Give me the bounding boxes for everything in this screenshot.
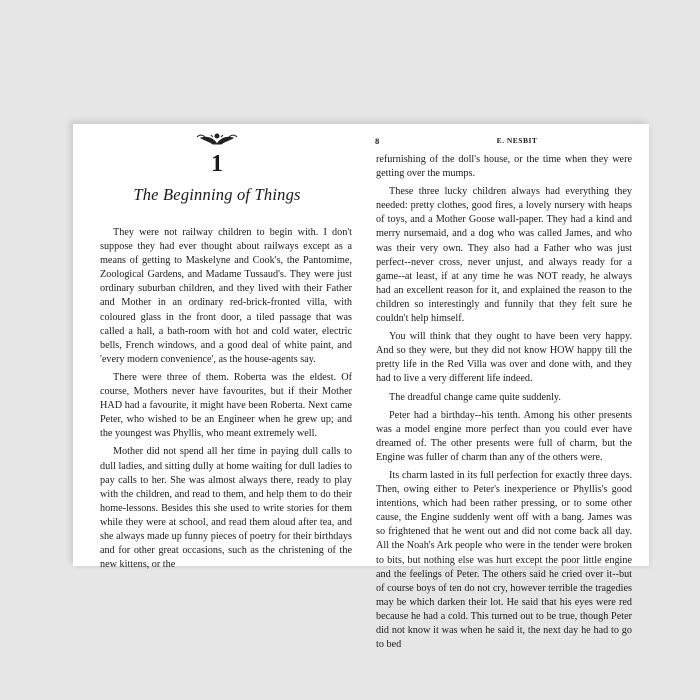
paragraph: refurnishing of the doll's house, or the time when they were getting over the mumps.: [376, 154, 632, 180]
paragraph: Its charm lasted in its full perfection for exactly three days. Then, owing either to Peter's inexperience or Phyllis's good intentions, which had been rather pressing, or to some other cause, the Engine suddenly went off with a bang. James was so frightened that he went out and did not come back all day. All the Noah's Ark people who were in the tender were broken to bits, but nothing else was hurt except the poor little engine and the feelings of Peter. The others said he cried over it--but of course boys of ten do not cry, however terrible the tragedies may be which darken their lot. He said that his eyes were red because he had a cold. This turned out to be true, though Peter did not know it was when he said it, the next day he had to go to bed: [376, 469, 632, 651]
running-head-author: E. NESBIT: [496, 136, 538, 145]
left-page: [73, 124, 361, 571]
paragraph: Peter had a birthday--his tenth. Among his other presents was a model engine more perfect than you could ever have dreamed of. The other presents were full of charm, but the Engine was fuller of charm than any of the others were.: [376, 409, 632, 463]
right-page: [361, 124, 649, 651]
paragraph: You will think that they ought to have been very happy. And so they were, but they did not know HOW happy till the pretty life in the Red Villa was over and done with, and they had to live a very different life indeed.: [376, 331, 632, 385]
chapter-number: 1: [211, 151, 223, 177]
paragraph: The dreadful change came quite suddenly.: [389, 391, 561, 403]
paragraph: They were not railway children to begin with. I don't suppose they had ever thought about railways except as a means of getting to Maskelyne and Cook's, the Pantomime, Zoological Gardens, and Madame Tussaud's. They were just ordinary suburban children, and they lived with their Father and Mother in an ordinary red-brick-fronted villa, with coloured glass in the front door, a tiled passage that was called a hall, a bath-room with hot and cold water, electric bells, French windows, and a good deal of white paint, and 'every modern convenience', as the house-agents say.: [100, 227, 352, 365]
page-number: 8: [375, 136, 380, 146]
paragraph: Mother did not spend all her time in paying dull calls to dull ladies, and sitting dully at home waiting for dull ladies to pay calls to her. She was almost always there, ready to play with the children, and read to them, and help them to do their home-lessons. Besides this she used to write stories for them while they were at school, and read them aloud after tea, and she always made up funny pieces of poetry for their birthdays and for other great occasions, such as the christening of the new kittens, or the: [100, 446, 352, 571]
right-page-body: [376, 153, 632, 656]
paragraph: There were three of them. Roberta was the eldest. Of course, Mothers never have favourites, but if their Mother HAD had a favourite, it might have been Roberta. Next came Peter, who wished to be an Engineer when he grew up; and the youngest was Phyllis, who meant extremely well.: [100, 371, 352, 440]
chapter-title: The Beginning of Things: [133, 185, 301, 204]
open-book-spread: [73, 124, 649, 651]
paragraph: These three lucky children always had everything they needed: pretty clothes, good fires, a lovely nursery with heaps of toys, and a Mother Goose wall-paper. They had a kind and merry nursemaid, and a dog who was called James, and who was their very own. They also had a Father who was just perfect--never cross, never unjust, and always ready for a game--at least, if at any time he was NOT ready, he always had an excellent reason for it, and explained the reason to the children so interestingly and funnily that they felt sure he couldn't help himself.: [376, 186, 632, 325]
left-page-body: [100, 226, 352, 576]
